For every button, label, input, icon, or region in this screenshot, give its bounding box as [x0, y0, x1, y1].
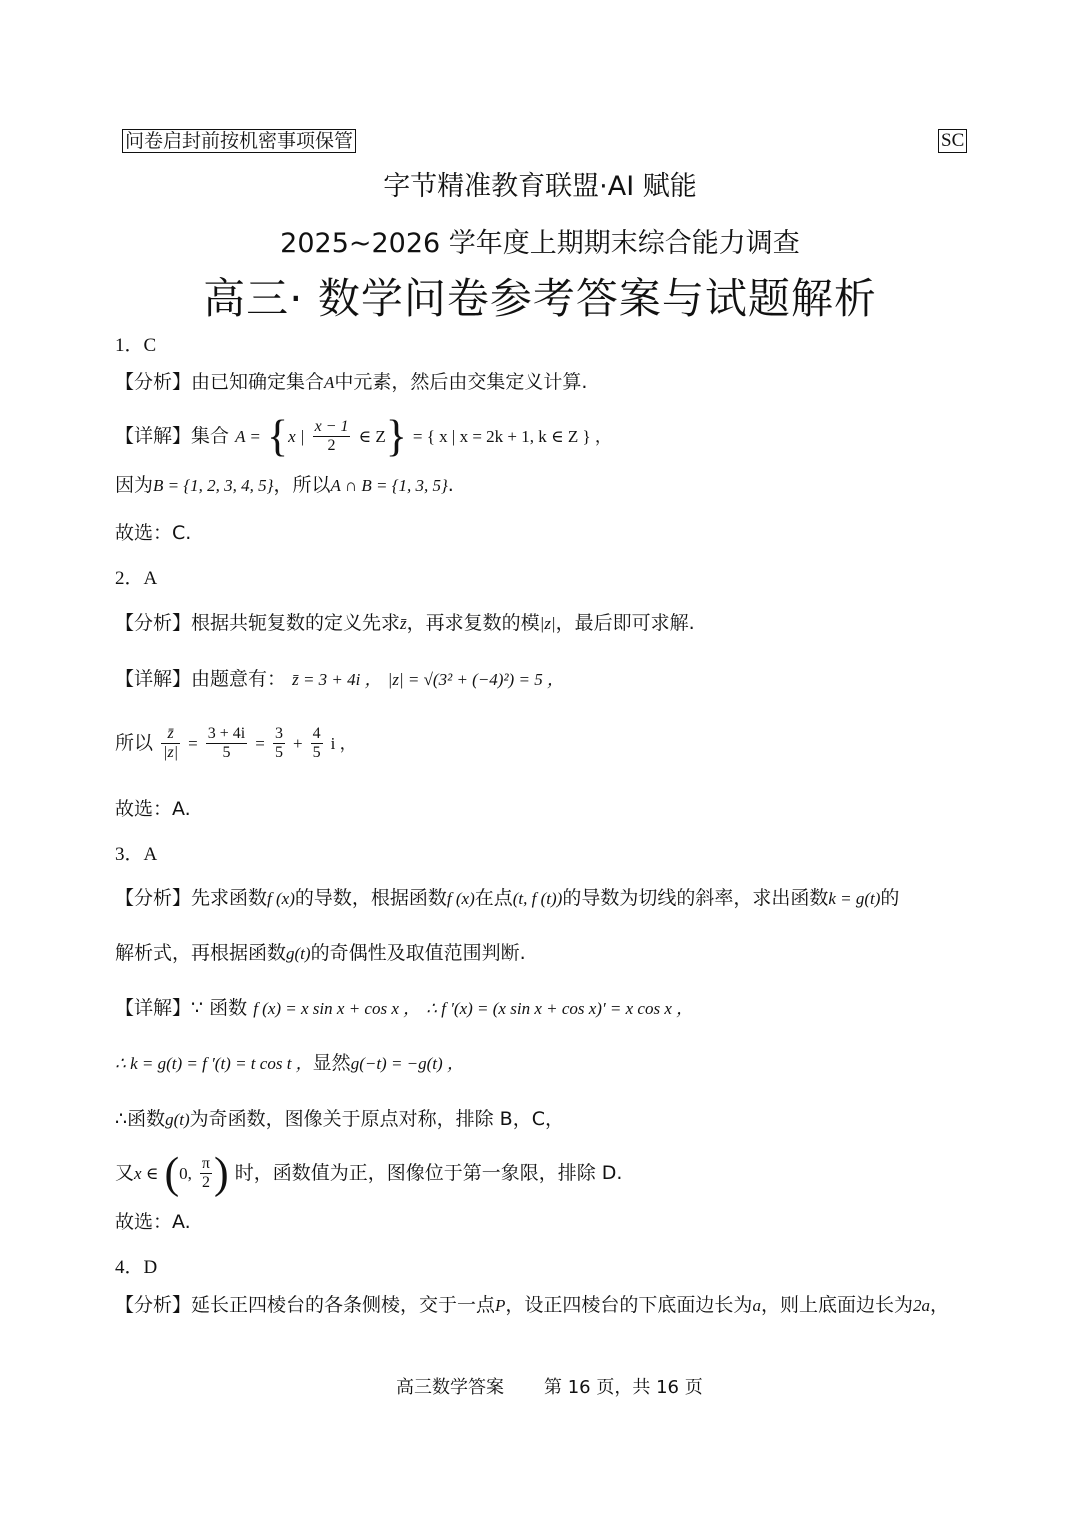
q3-choice: 故选：A. [115, 1211, 191, 1233]
q1-choice: 故选：C. [115, 522, 192, 544]
q1-heading: 1．C [115, 335, 157, 356]
footer-subject: 高三数学答案 [396, 1377, 504, 1398]
q3-positive-line: 又x ∈ (0, $\frac{\pi}{2}$ ) 时，函数值为正，图像位于第一象限，排除 D. [115, 1148, 623, 1198]
q1-detail: 【详解】集合 A = {x | $\frac{x - 1}{2}$ ∈ Z} = { x | x = 2k + 1, k ∈ Z } ， [115, 411, 612, 461]
q2-heading: 2．A [115, 568, 158, 589]
sc-label: SC [938, 129, 967, 153]
q1-because: 因为B = {1, 2, 3, 4, 5}，所以A ∩ B = {1, 3, 5}. [115, 474, 454, 496]
q2-choice: 故选：A. [115, 798, 191, 820]
q3-analysis-line2: 解析式，再根据函数g(t)的奇偶性及取值范围判断. [115, 942, 526, 964]
q4-analysis: 【分析】延长正四棱台的各条侧棱，交于一点P，设正四棱台的下底面边长为a，则上底面边长为2a， [115, 1294, 949, 1316]
q4-heading: 4．D [115, 1257, 158, 1278]
footer-page-number: 第 16 页，共 16 页 [544, 1377, 703, 1398]
q3-detail: 【详解】∵ 函数 f (x) = x sin x + cos x ， ∴ f ′(x) = (x sin x + cos x)′ = x cos x ， [115, 997, 694, 1019]
q2-so: 所以 $\frac{z̄}{|z|}$ = $\frac{3 + 4i}{5}$ = $\frac{3}{5}$ + $\frac{4}{5}$ i ， [115, 725, 357, 761]
title-exam: 2025~2026 学年度上期期末综合能力调查 [280, 228, 800, 259]
q3-heading: 3．A [115, 844, 158, 865]
q3-odd-line: ∴函数g(t)为奇函数，图像关于原点对称，排除 B，C， [115, 1108, 564, 1130]
title-alliance: 字节精准教育联盟·AI 赋能 [383, 171, 697, 202]
confidential-label: 问卷启封前按机密事项保管 [122, 129, 356, 153]
title-main: 高三· 数学问卷参考答案与试题解析 [203, 274, 877, 323]
q3-analysis-line1: 【分析】先求函数f (x)的导数，根据函数f (x)在点(t, f (t))的导数为切线的斜率，求出函数k = g(t)的 [115, 887, 900, 909]
q1-analysis: 【分析】由已知确定集合A中元素，然后由交集定义计算. [115, 371, 588, 393]
q2-analysis: 【分析】根据共轭复数的定义先求z̄，再求复数的模|z|，最后即可求解. [115, 612, 695, 634]
q2-detail: 【详解】由题意有： z̄ = 3 + 4i ， |z| = √(3² + (−4)²) = 5 ， [115, 668, 564, 690]
q3-k-line: ∴ k = g(t) = f ′(t) = t cos t ，显然g(−t) = −g(t) ， [115, 1052, 464, 1074]
